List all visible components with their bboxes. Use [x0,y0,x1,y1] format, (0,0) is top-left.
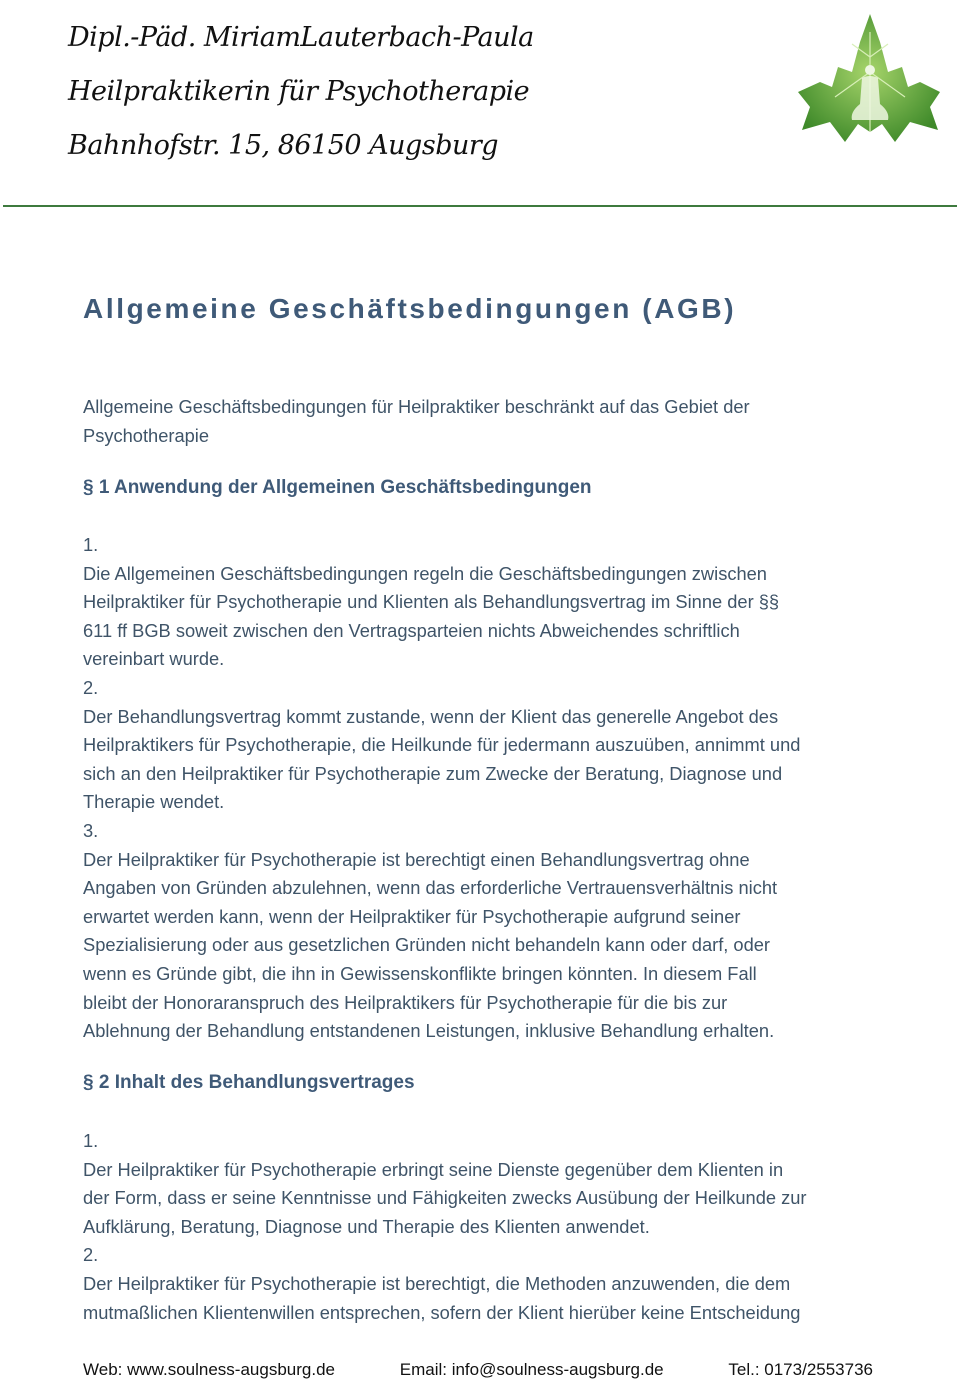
subtitle-line: Allgemeine Geschäftsbedingungen für Heilpraktiker beschränkt auf das Gebiet der [83,396,750,417]
paragraph-line: 1. [83,1130,99,1151]
paragraph-line: vereinbart wurde. [83,648,225,670]
paragraph-line: wenn es Gründe gibt, die ihn in Gewissenskonflikte bringen könnten. In diesem Fall [83,962,757,984]
paragraph-line: Der Heilpraktiker für Psychotherapie erbringt seine Dienste gegenüber dem Klienten in [83,1158,784,1180]
section-1-body [83,531,943,1046]
paragraph-line: Der Heilpraktiker für Psychotherapie ist berechtigt, die Methoden anzuwenden, die dem [83,1272,791,1294]
paragraph-line: Spezialisierung oder aus gesetzlichen Gründen nicht behandeln kann oder darf, oder [83,934,771,956]
section-2-heading: § 2 Inhalt des Behandlungsvertrages [83,1072,415,1093]
footer-phone: Tel.: 0173/2553736 [728,1360,873,1379]
paragraph-line: sich an den Heilpraktiker für Psychotherapie zum Zwecke der Beratung, Diagnose und [83,762,783,784]
paragraph-line: Heilpraktikers für Psychotherapie, die Heilkunde für jedermann auszuüben, annimmt und [83,734,801,756]
paragraph-line: mutmaßlichen Klientenwillen entsprechen, sofern der Klient hierüber keine Entscheidung [83,1301,801,1323]
paragraph-line: 611 ff BGB soweit zwischen den Vertragsparteien nichts Abweichendes schriftlich [83,619,740,641]
footer-web: Web: www.soulness-augsburg.de [83,1360,335,1379]
paragraph-line: Therapie wendet. [83,791,225,813]
header-name: Dipl.-Päd. MiriamLauterbach-Paula [68,22,534,53]
paragraph-line: Ablehnung der Behandlung entstandenen Leistungen, inklusive Behandlung erhalten. [83,1020,775,1042]
paragraph-line: Der Behandlungsvertrag kommt zustande, wenn der Klient das generelle Angebot des [83,705,779,727]
leaf-logo-icon [790,12,950,147]
header-divider [3,205,957,207]
paragraph-line: Aufklärung, Beratung, Diagnose und Therapie des Klienten anwendet. [83,1215,650,1237]
paragraph-line: 1. [83,534,99,555]
paragraph-line: Der Heilpraktiker für Psychotherapie ist berechtigt einen Behandlungsvertrag ohne [83,848,750,870]
header-address: Bahnhofstr. 15, 86150 Augsburg [68,130,499,161]
footer-email: Email: info@soulness-augsburg.de [399,1360,664,1379]
paragraph-line: Angaben von Gründen abzulehnen, wenn das erforderliche Vertrauensverhältnis nicht [83,877,778,899]
paragraph-line: Heilpraktiker für Psychotherapie und Klienten als Behandlungsvertrag im Sinne der §§ [83,591,780,613]
section-2-body [83,1127,943,1327]
paragraph-line: Die Allgemeinen Geschäftsbedingungen regeln die Geschäftsbedingungen zwischen [83,562,767,584]
paragraph-line: 2. [83,676,99,698]
paragraph-line: 2. [83,1244,99,1266]
section-1-heading: § 1 Anwendung der Allgemeinen Geschäftsbedingungen [83,477,592,498]
paragraph-line: bleibt der Honoraranspruch des Heilpraktikers für Psychotherapie für die bis zur [83,991,728,1013]
paragraph-line: der Form, dass er seine Kenntnisse und Fähigkeiten zwecks Ausübung der Heilkunde zur [83,1187,807,1209]
subtitle [83,393,943,450]
page-title: Allgemeine Geschäftsbedingungen (AGB) [83,293,737,324]
header-profession: Heilpraktikerin für Psychotherapie [68,76,530,107]
subtitle-line: Psychotherapie [83,424,210,446]
paragraph-line: erwartet werden kann, wenn der Heilpraktiker für Psychotherapie aufgrund seiner [83,905,741,927]
paragraph-line: 3. [83,819,99,841]
footer [83,1360,873,1380]
